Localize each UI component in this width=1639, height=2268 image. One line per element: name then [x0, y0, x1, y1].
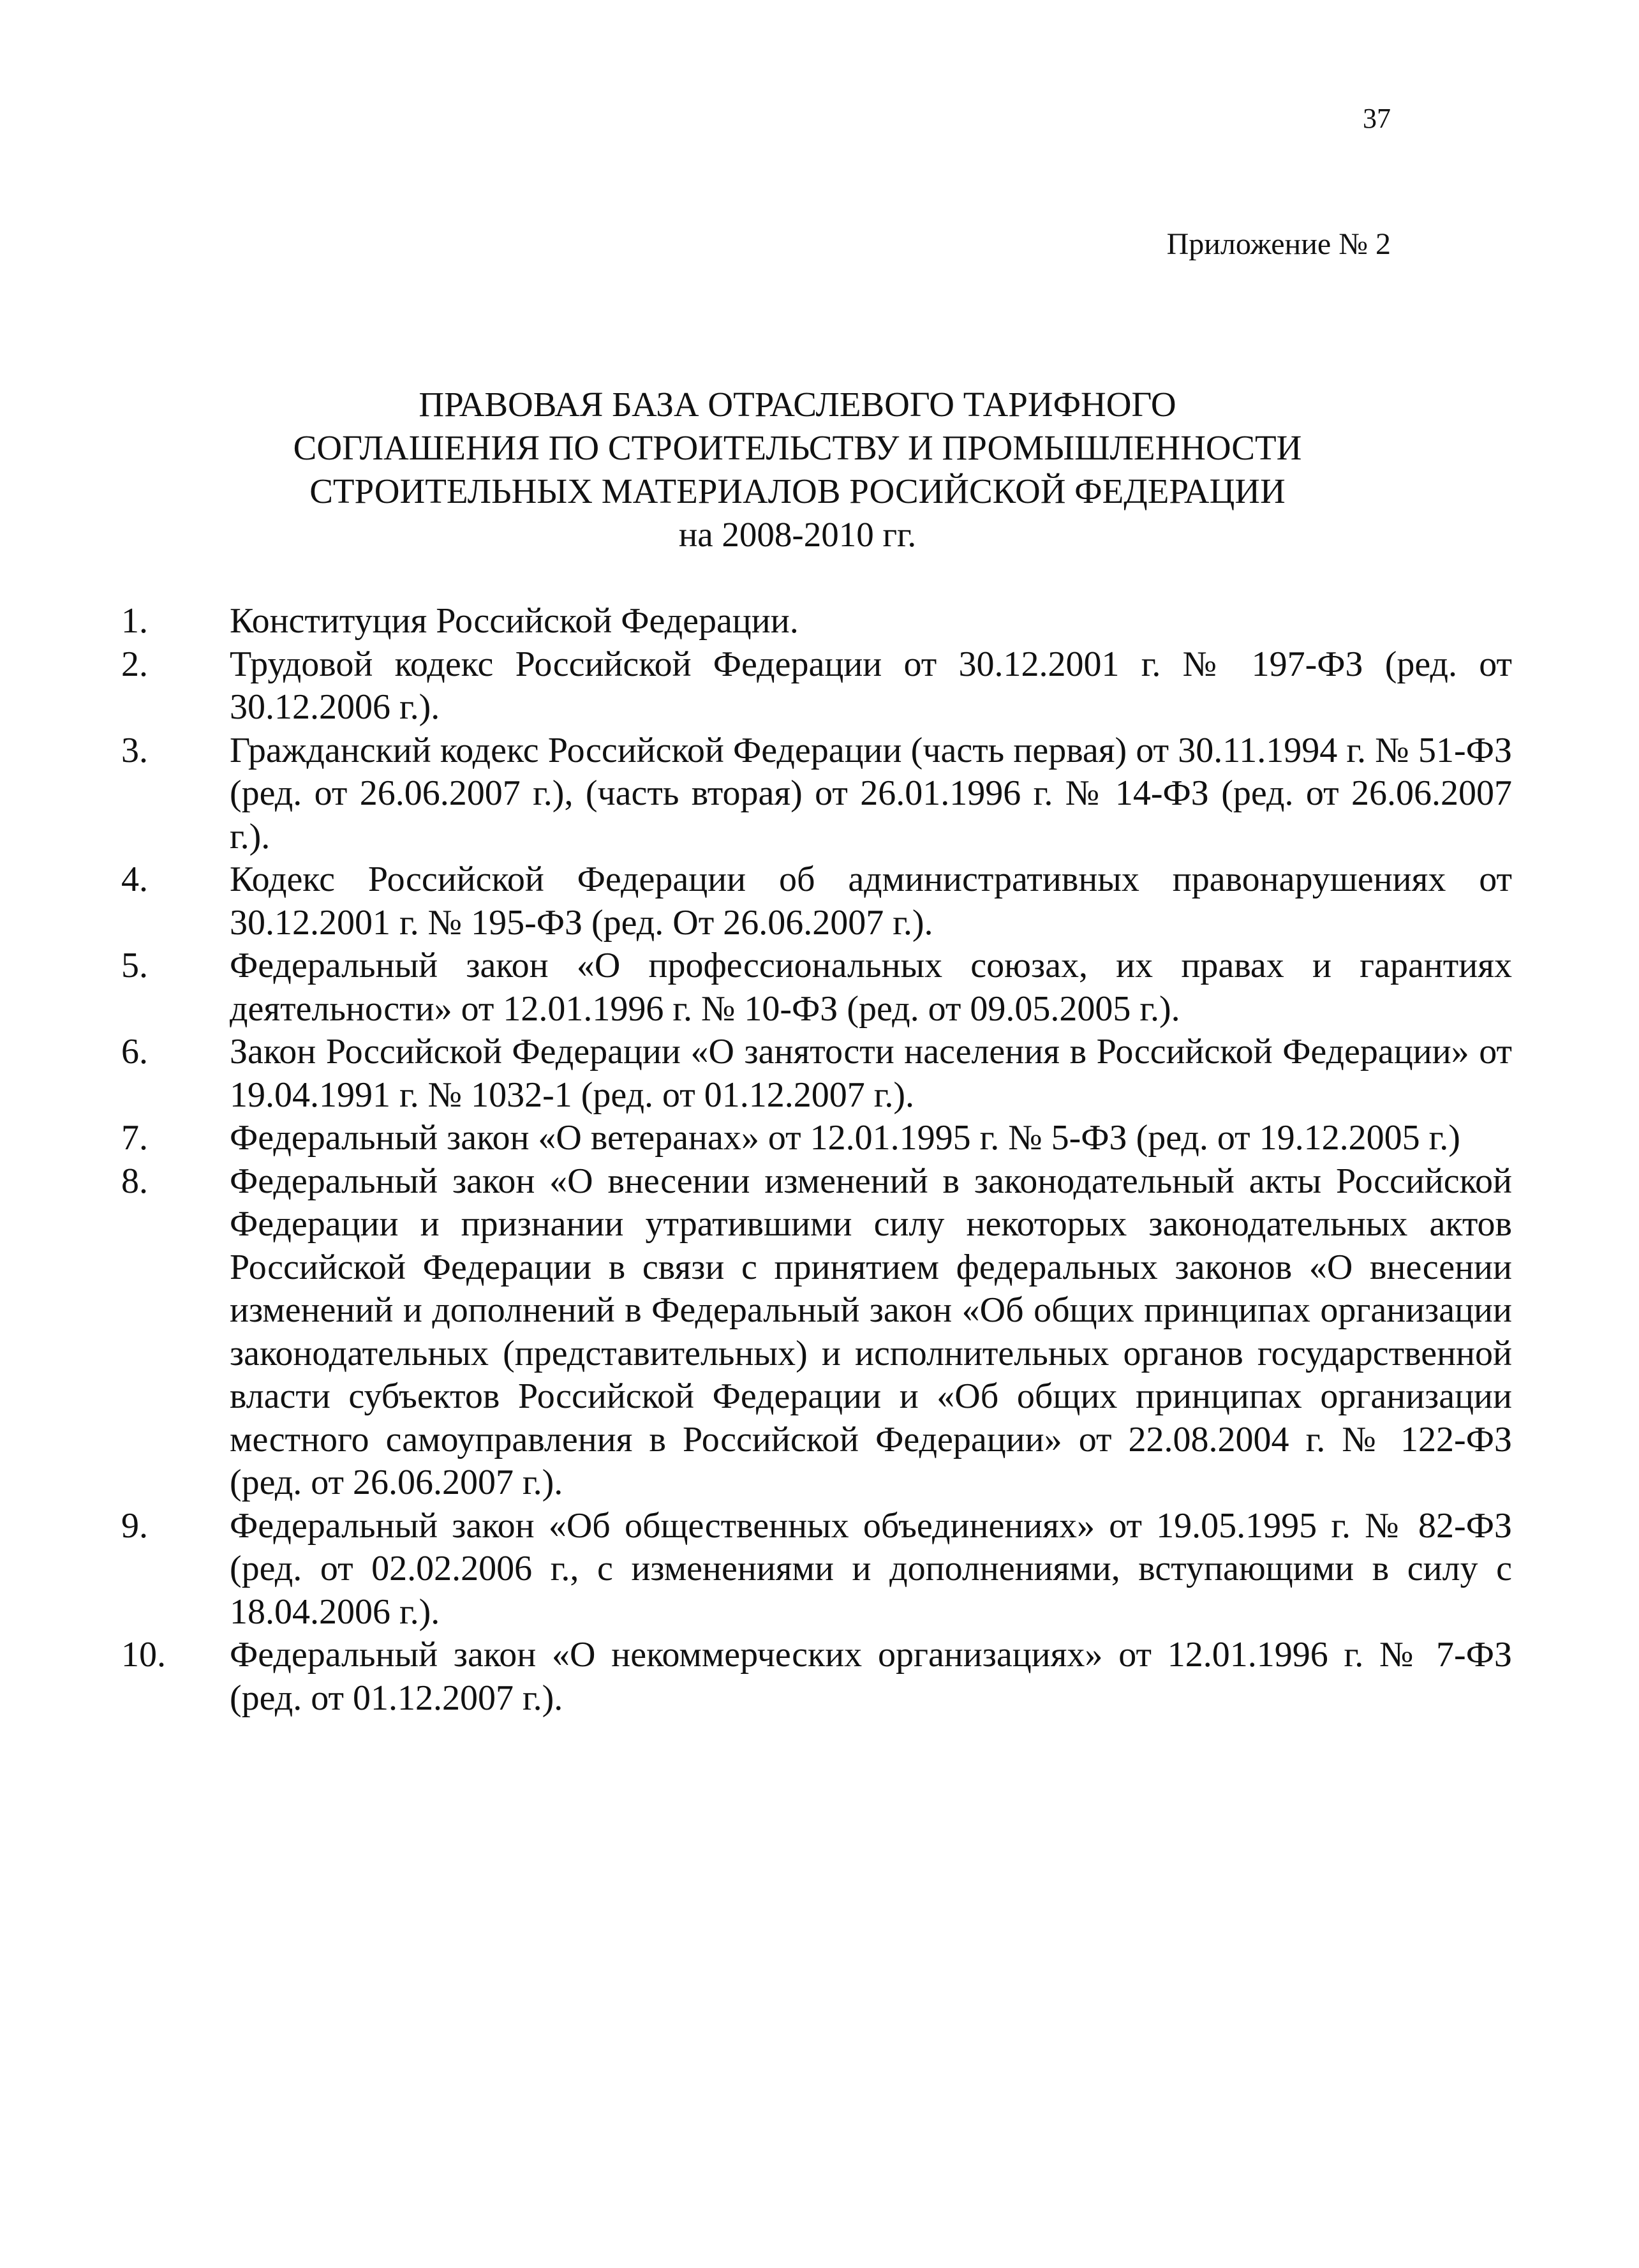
title-line: СОГЛАШЕНИЯ ПО СТРОИТЕЛЬСТВУ И ПРОМЫШЛЕННОСТИ — [293, 428, 1302, 467]
list-item — [121, 1117, 1512, 1160]
title-line: ПРАВОВАЯ БАЗА ОТРАСЛЕВОГО ТАРИФНОГО — [419, 385, 1176, 424]
list-item — [121, 600, 1512, 643]
list-item — [121, 1160, 1512, 1505]
item-text: Закон Российской Федерации «О занятости населения в Российской Федерации» от 19.04.1991 г. № 1032-1 (ред. от 01.12.2007 г.). — [230, 1032, 1512, 1115]
list-item — [121, 1634, 1512, 1720]
item-text: Трудовой кодекс Российской Федерации от 30.12.2001 г. № 197-ФЗ (ред. от 30.12.2006 г.). — [230, 644, 1512, 727]
item-text: Кодекс Российской Федерации об административных правонарушениях от 30.12.2001 г. № 195-ФЗ (ред. От 26.06.2007 г.). — [230, 860, 1512, 943]
appendix-label: Приложение № 2 — [1166, 227, 1391, 261]
item-number: 3. — [121, 730, 148, 770]
list-item — [121, 643, 1512, 729]
item-text: Гражданский кодекс Российской Федерации (часть первая) от 30.11.1994 г. № 51-ФЗ (ред. от 26.06.2007 г.), (часть вторая) от 26.01.1996 г. № 14-ФЗ (ред. от 26.06.2007 г.). — [230, 730, 1512, 856]
title-line: СТРОИТЕЛЬНЫХ МАТЕРИАЛОВ РОСИЙСКОЙ ФЕДЕРАЦИИ — [309, 472, 1286, 511]
item-number: 4. — [121, 860, 148, 899]
item-number: 1. — [121, 601, 148, 641]
item-number: 5. — [121, 946, 148, 985]
list-item — [121, 944, 1512, 1031]
item-text: Конституция Российской Федерации. — [230, 601, 799, 641]
item-text: Федеральный закон «О ветеранах» от 12.01.1995 г. № 5-ФЗ (ред. от 19.12.2005 г.) — [230, 1118, 1460, 1158]
item-number: 8. — [121, 1161, 148, 1201]
list-item — [121, 1505, 1512, 1634]
title-line: на 2008-2010 гг. — [678, 515, 917, 554]
item-number: 6. — [121, 1032, 148, 1071]
list-item — [121, 1031, 1512, 1117]
item-text: Федеральный закон «Об общественных объединениях» от 19.05.1995 г. № 82-ФЗ (ред. от 02.02.2006 г., с изменениями и дополнениями, вступающими в силу с 18.04.2006 г.). — [230, 1505, 1512, 1632]
item-text: Федеральный закон «О некоммерческих организациях» от 12.01.1996 г. № 7-ФЗ (ред. от 01.12.2007 г.). — [230, 1635, 1512, 1718]
page-number: 37 — [1363, 103, 1391, 134]
item-number: 2. — [121, 644, 148, 684]
item-number: 9. — [121, 1505, 148, 1546]
list-item — [121, 858, 1512, 944]
item-number: 7. — [121, 1118, 148, 1158]
item-text: Федеральный закон «О профессиональных союзах, их правах и гарантиях деятельности» от 12.01.1996 г. № 10-ФЗ (ред. от 09.05.2005 г.). — [230, 946, 1512, 1029]
item-text: Федеральный закон «О внесении изменений в законодательный акты Российской Федерации и признании утратившими силу некоторых законодательных актов Российской Федерации в связи с принятием федеральных законов «О внесении изменений и дополнений в Федеральный закон «Об общих принципах организации законодательных (представительных) и исполнительных органов государственной власти субъектов Российской Федерации и «Об общих принципах организации местного самоуправления в Российской Федерации» от 22.08.2004 г. № 122-ФЗ (ред. от 26.06.2007 г.). — [230, 1161, 1512, 1502]
laws-list — [121, 600, 1512, 1720]
document-title — [191, 383, 1404, 556]
item-number: 10. — [121, 1635, 166, 1675]
list-item — [121, 729, 1512, 859]
